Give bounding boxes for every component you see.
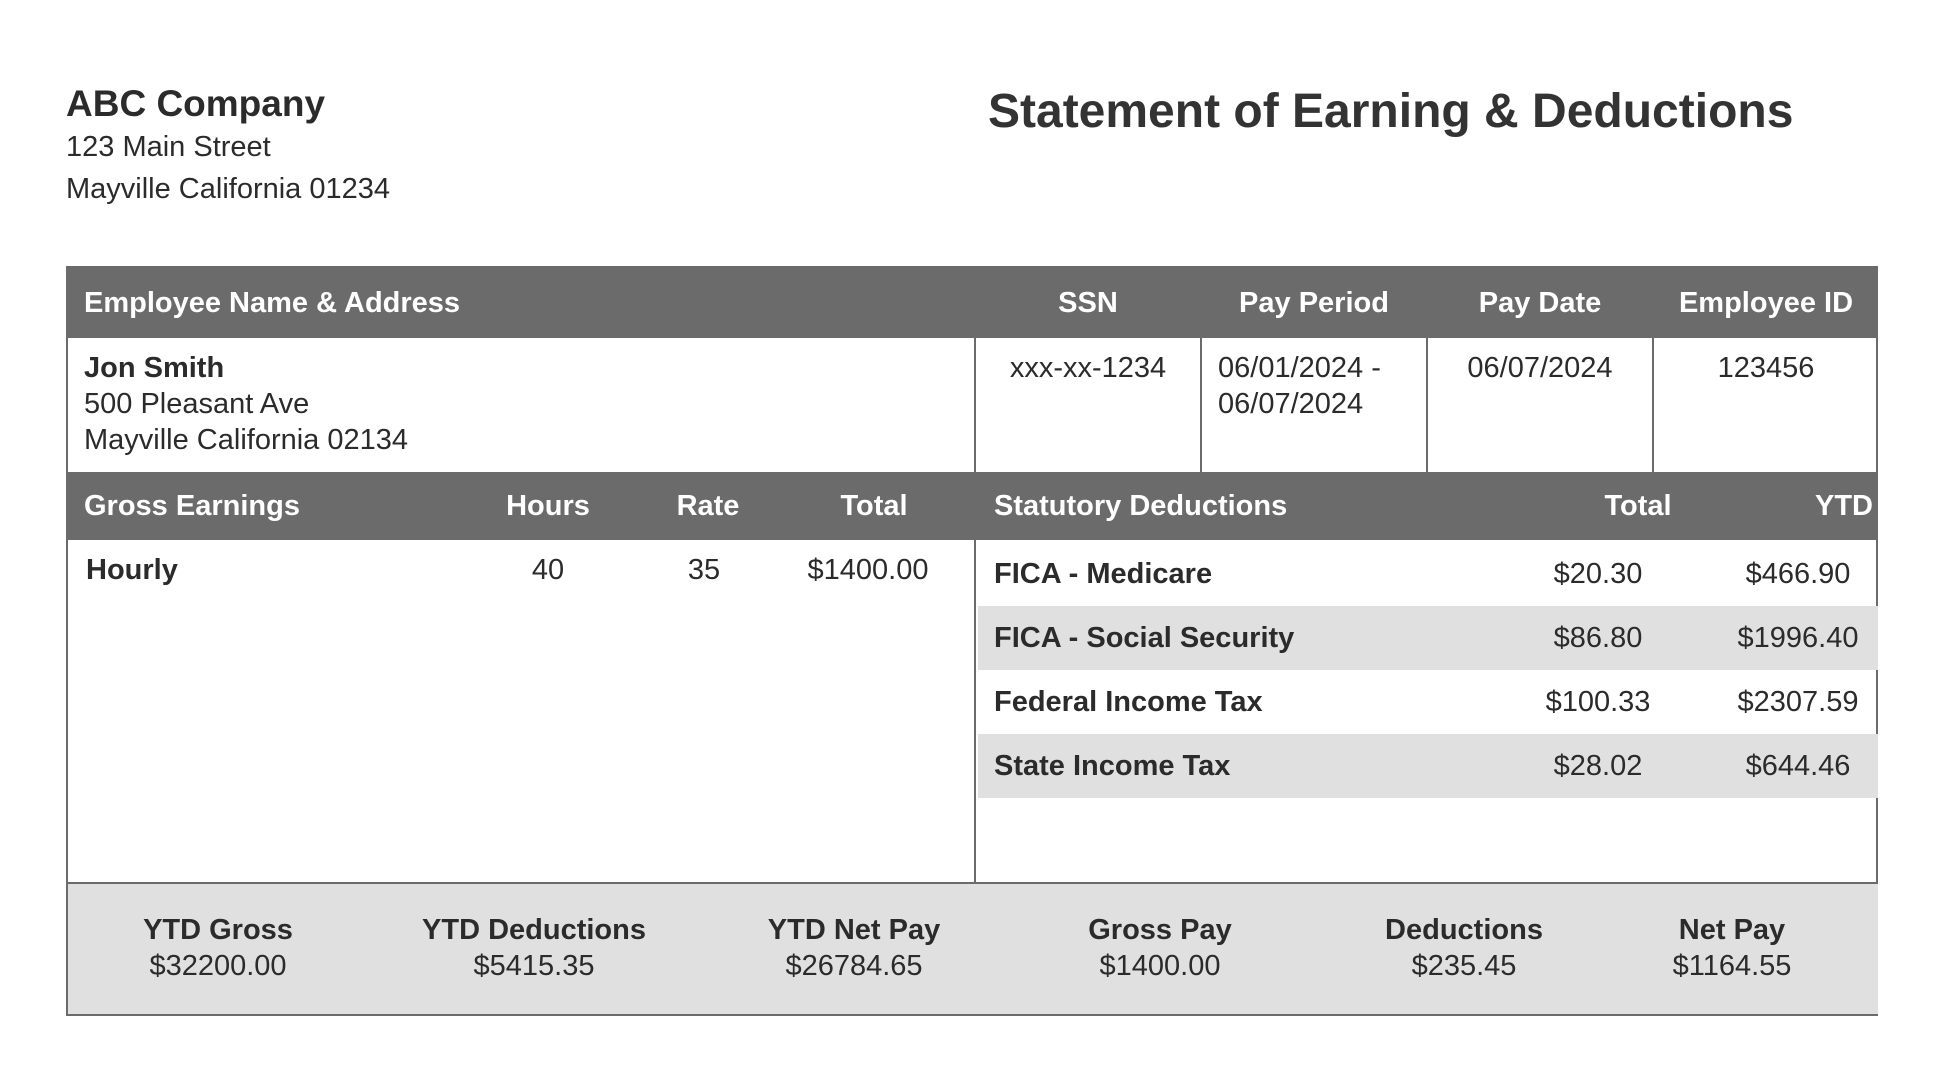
- deduction-name: Federal Income Tax: [994, 686, 1263, 718]
- divider: [1652, 268, 1654, 472]
- summary-label: YTD Net Pay: [767, 914, 941, 946]
- info-header-band: [68, 268, 1878, 338]
- ssn-value: xxx-xx-1234: [1009, 352, 1167, 384]
- deduction-total: $20.30: [1553, 558, 1643, 590]
- earning-rate: 35: [687, 554, 721, 586]
- deductions-ytd-header: YTD: [1815, 489, 1873, 522]
- summary-ytd-deductions: [384, 912, 684, 984]
- summary-label: Gross Pay: [1088, 914, 1232, 946]
- summary-value: $1164.55: [1672, 950, 1792, 982]
- summary-value: $32200.00: [149, 950, 287, 982]
- deduction-ytd: $466.90: [1745, 558, 1851, 590]
- gross-earnings-header: Gross Earnings: [84, 489, 300, 522]
- employee-id-value: 123456: [1717, 352, 1815, 384]
- ssn-cell: [976, 338, 1200, 472]
- employee-address-cell: [84, 338, 964, 472]
- pay-period-cell: [1218, 338, 1418, 472]
- deduction-name: FICA - Social Security: [994, 622, 1295, 654]
- summary-ytd-gross: [68, 912, 368, 984]
- hours-header: Hours: [506, 489, 590, 522]
- pay-date-header: Pay Date: [1478, 286, 1602, 319]
- deduction-row: [978, 542, 1878, 606]
- deduction-ytd: $2307.59: [1737, 686, 1859, 718]
- employee-city: Mayville California 02134: [84, 424, 408, 456]
- pay-stub-table: [66, 266, 1878, 1016]
- divider: [1200, 268, 1202, 472]
- employee-name: Jon Smith: [84, 352, 225, 384]
- summary-label: Net Pay: [1678, 914, 1786, 946]
- deduction-total: $86.80: [1553, 622, 1643, 654]
- divider: [1426, 268, 1428, 472]
- pay-period-end: 06/07/2024: [1218, 388, 1364, 420]
- earning-type: Hourly: [86, 554, 178, 586]
- company-block: [66, 82, 390, 210]
- earning-total: $1400.00: [807, 554, 929, 586]
- company-city: Mayville California 01234: [66, 173, 390, 205]
- document-title: Statement of Earning & Deductions: [988, 85, 1794, 138]
- pay-period-header: Pay Period: [1239, 286, 1389, 319]
- summary-footer: [68, 882, 1878, 1014]
- deduction-row: [978, 734, 1878, 798]
- employee-id-cell: [1654, 338, 1878, 472]
- employee-street: 500 Pleasant Ave: [84, 388, 310, 420]
- summary-label: Deductions: [1385, 914, 1543, 946]
- statutory-deductions-header: Statutory Deductions: [994, 489, 1288, 522]
- summary-net-pay: [1582, 912, 1882, 984]
- deduction-ytd: $1996.40: [1737, 622, 1859, 654]
- summary-value: $235.45: [1411, 950, 1517, 982]
- summary-value: $1400.00: [1099, 950, 1221, 982]
- summary-label: YTD Gross: [143, 914, 293, 946]
- deductions-total-header: Total: [1604, 489, 1672, 522]
- deduction-ytd: $644.46: [1745, 750, 1851, 782]
- deduction-total: $28.02: [1553, 750, 1643, 782]
- company-street: 123 Main Street: [66, 131, 271, 163]
- rate-header: Rate: [676, 489, 740, 522]
- employee-header: Employee Name & Address: [84, 286, 461, 319]
- pay-period-start: 06/01/2024 -: [1218, 352, 1381, 384]
- summary-deductions: [1314, 912, 1614, 984]
- pay-date-cell: [1428, 338, 1652, 472]
- deduction-name: FICA - Medicare: [994, 558, 1213, 590]
- earnings-total-header: Total: [840, 489, 908, 522]
- pay-date-value: 06/07/2024: [1467, 352, 1613, 384]
- earning-hours: 40: [531, 554, 565, 586]
- deduction-name: State Income Tax: [994, 750, 1231, 782]
- company-name: ABC Company: [66, 83, 326, 124]
- summary-value: $26784.65: [785, 950, 923, 982]
- summary-ytd-net-pay: [704, 912, 1004, 984]
- earnings-row: [68, 540, 976, 600]
- summary-label: YTD Deductions: [422, 914, 646, 946]
- deduction-total: $100.33: [1545, 686, 1651, 718]
- section-header-band: [68, 472, 1878, 540]
- summary-value: $5415.35: [473, 950, 595, 982]
- employee-id-header: Employee ID: [1678, 286, 1854, 319]
- deduction-row: [978, 670, 1878, 734]
- ssn-header: SSN: [1058, 286, 1118, 319]
- deduction-row: [978, 606, 1878, 670]
- summary-gross-pay: [1010, 912, 1310, 984]
